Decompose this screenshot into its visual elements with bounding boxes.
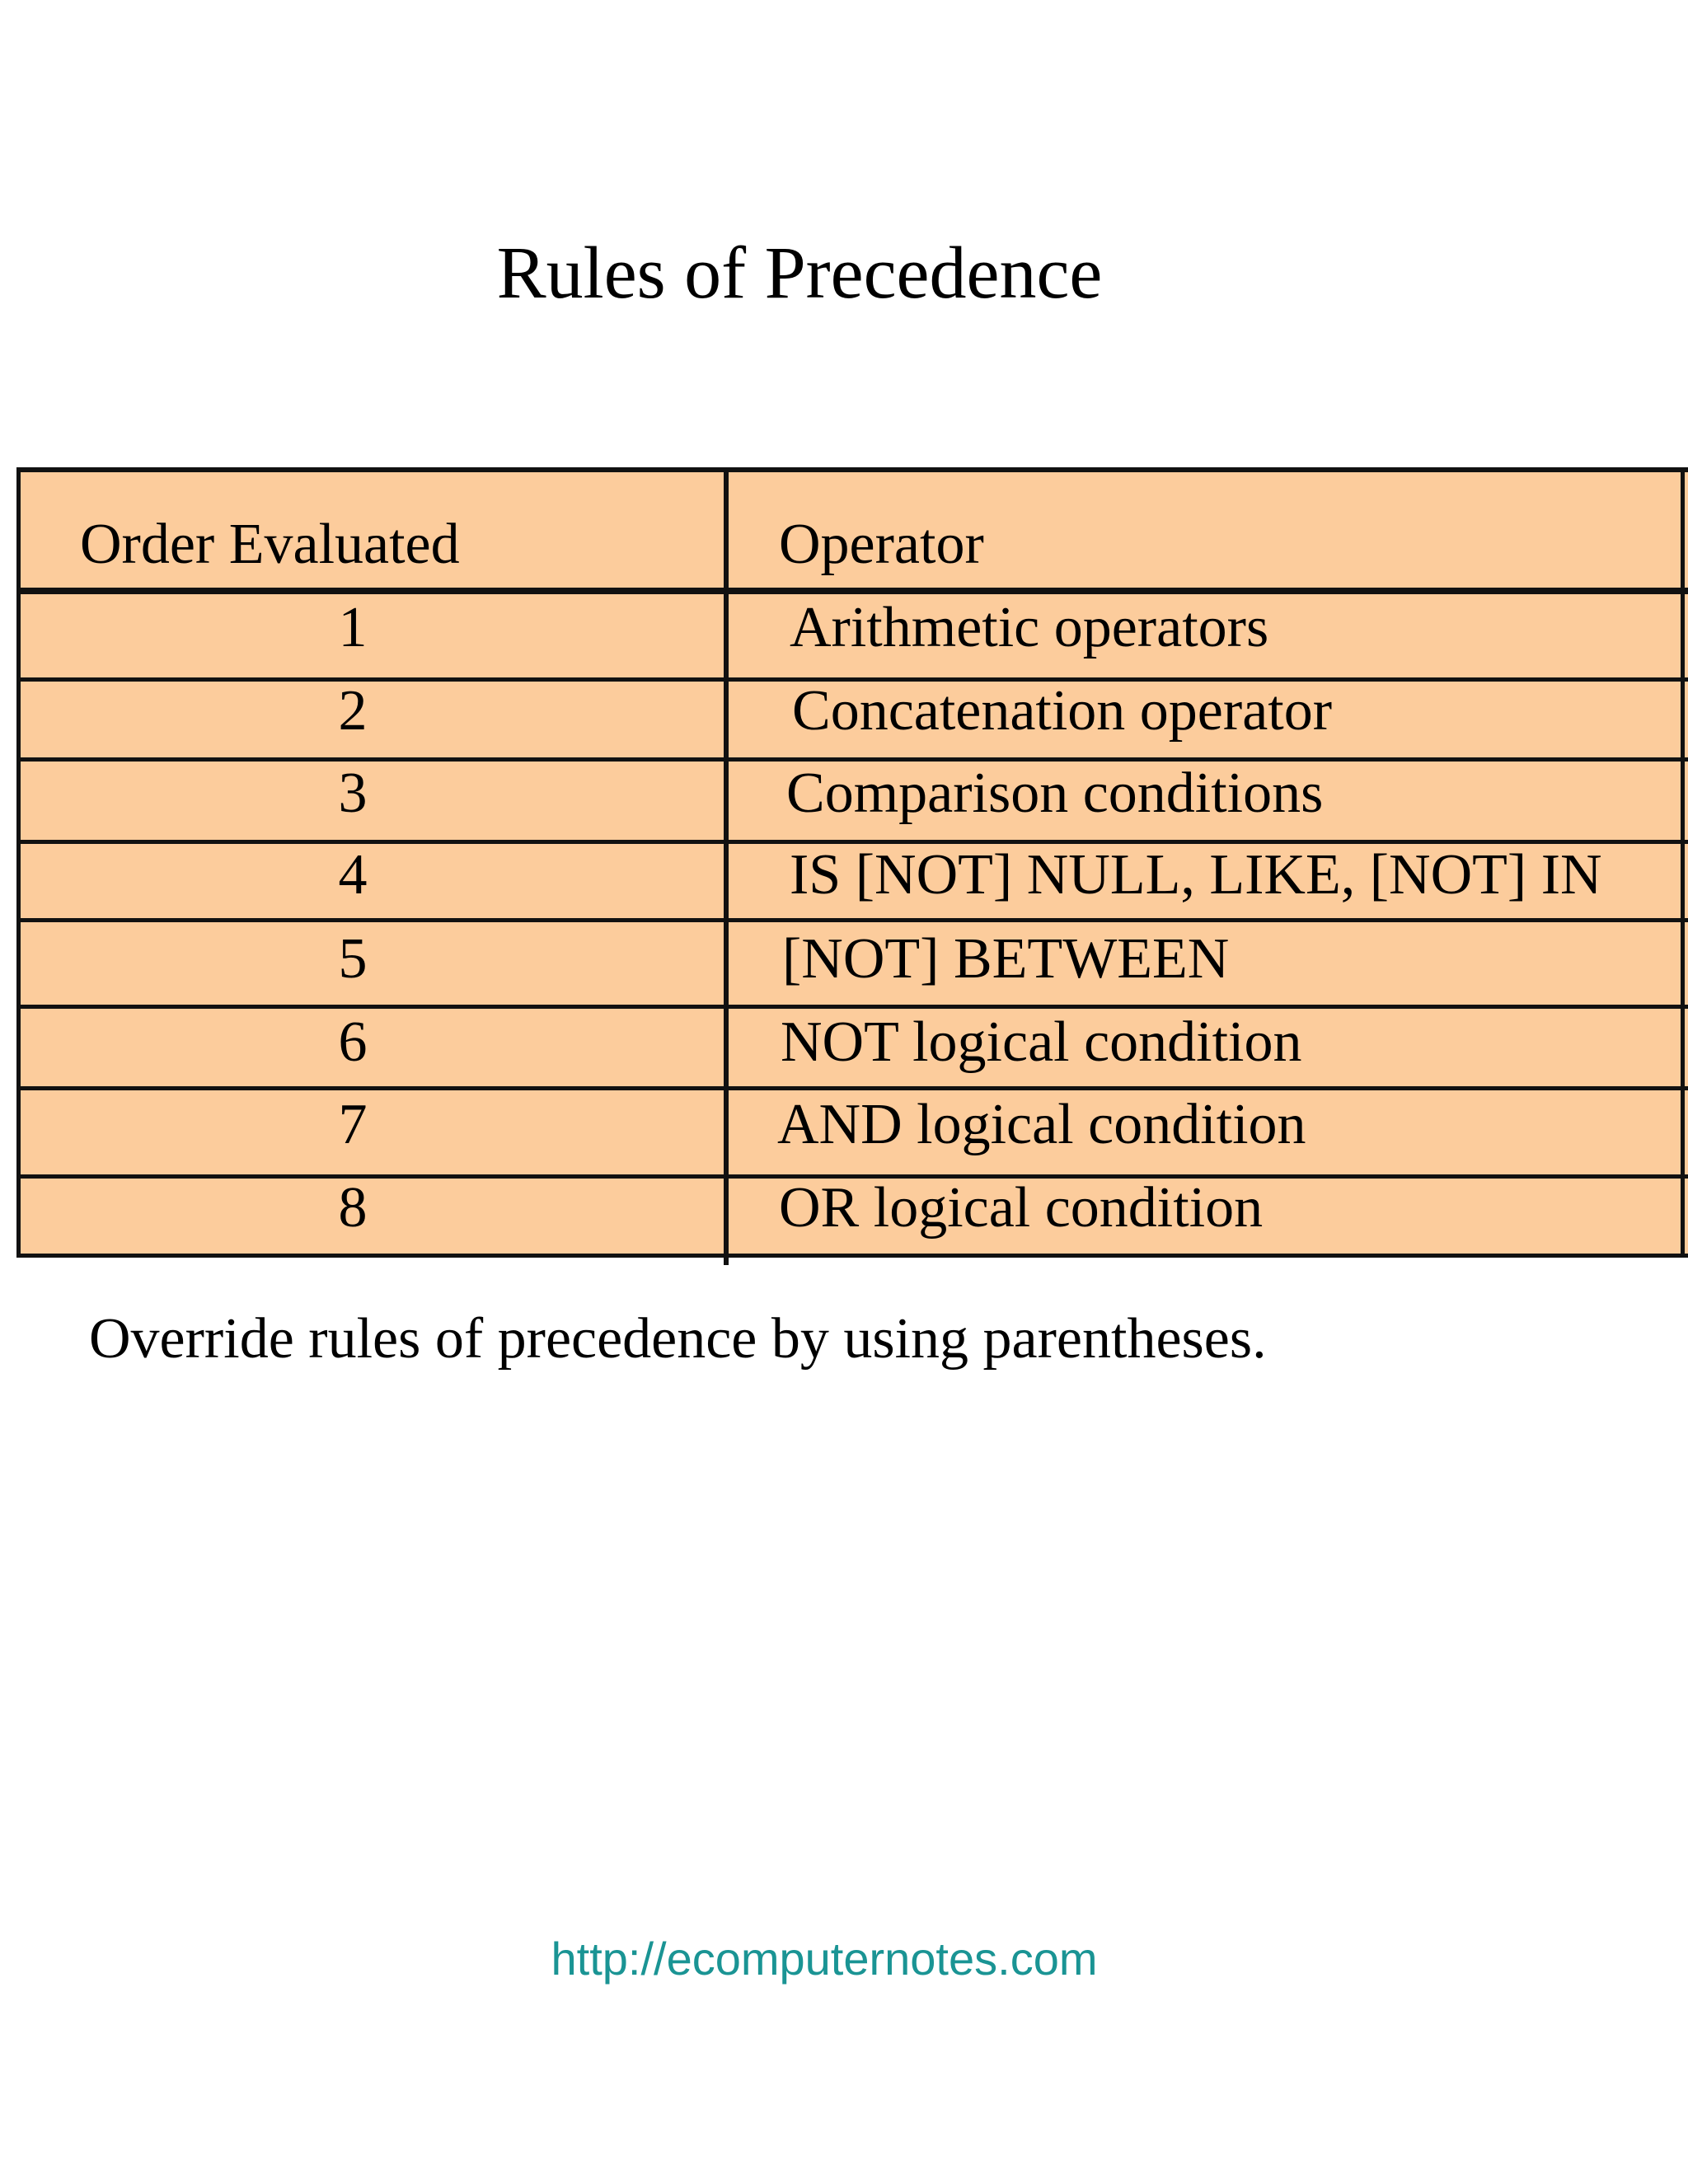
- operator-cell: Arithmetic operators: [790, 596, 1269, 659]
- operator-cell: AND logical condition: [777, 1093, 1306, 1156]
- order-cell: 2: [338, 679, 368, 743]
- page-title: Rules of Precedence: [496, 232, 1103, 314]
- order-cell: 8: [338, 1176, 368, 1240]
- header-operator: Operator: [779, 513, 984, 576]
- order-cell: 5: [338, 927, 368, 991]
- operator-cell: Concatenation operator: [792, 679, 1333, 743]
- order-cell: 1: [338, 596, 368, 659]
- footnote: Override rules of precedence by using parentheses.: [89, 1307, 1267, 1371]
- precedence-table: [16, 467, 1688, 1258]
- operator-cell: IS [NOT] NULL, LIKE, [NOT] IN: [790, 843, 1602, 907]
- row-separator: [16, 918, 1688, 922]
- row-separator: [16, 1005, 1688, 1009]
- order-cell: 6: [338, 1010, 368, 1074]
- header-order-evaluated: Order Evaluated: [80, 513, 460, 576]
- order-cell: 7: [338, 1093, 368, 1156]
- table-right-border: [1681, 467, 1685, 1258]
- order-cell: 3: [338, 762, 368, 825]
- row-separator: [16, 1086, 1688, 1090]
- operator-cell: NOT logical condition: [781, 1010, 1302, 1074]
- operator-cell: Comparison conditions: [786, 762, 1324, 825]
- header-separator: [16, 588, 1688, 594]
- source-link[interactable]: http://ecomputernotes.com: [551, 1933, 1098, 1985]
- operator-cell: OR logical condition: [779, 1176, 1264, 1240]
- order-cell: 4: [338, 843, 368, 907]
- operator-cell: [NOT] BETWEEN: [782, 927, 1230, 991]
